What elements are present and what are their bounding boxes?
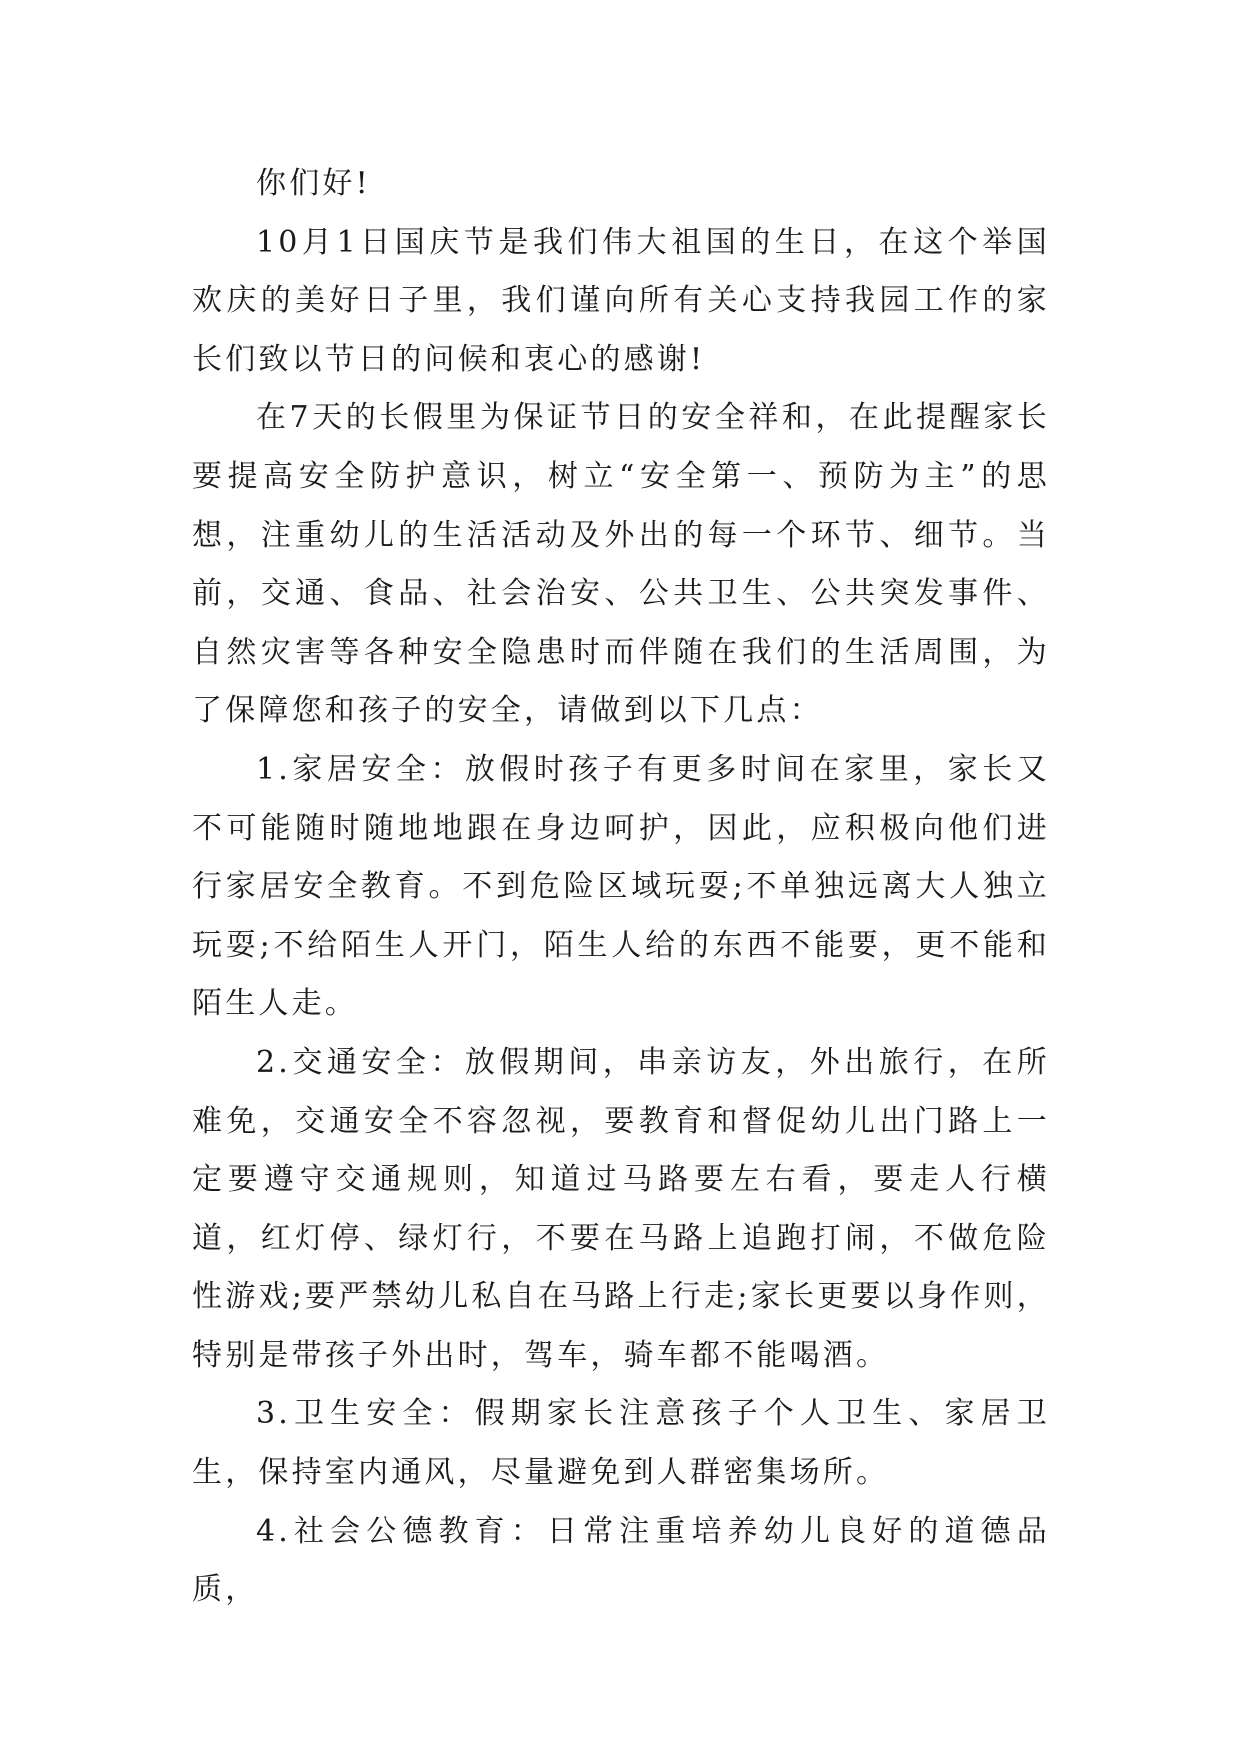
traffic-safety-paragraph: 2.交通安全：放假期间，串亲访友，外出旅行，在所难免，交通安全不容忽视，要教育和督促幼儿出门路上一定要遵守交通规则，知道过马路要左右看，要走人行横道，红灯停、绿灯行，不要在马路上追跑打闹，不做危险性游戏;要严禁幼儿私自在马路上行走;家长更要以身作则，特别是带孩子外出时，驾车，骑车都不能喝酒。 xyxy=(192,1044,1050,1373)
document-body xyxy=(192,155,1050,1620)
home-safety-paragraph: 1.家居安全：放假时孩子有更多时间在家里，家长又不可能随时随地地跟在身边呵护，因此，应积极向他们进行家居安全教育。不到危险区域玩耍;不单独远离大人独立玩耍;不给陌生人开门，陌生人给的东西不能要，更不能和陌生人走。 xyxy=(192,751,1050,1022)
greeting-paragraph: 你们好! xyxy=(256,166,371,201)
public-morality-paragraph: 4.社会公德教育：日常注重培养幼儿良好的道德品质， xyxy=(192,1513,1050,1608)
safety-reminder-paragraph: 在7天的长假里为保证节日的安全祥和，在此提醒家长要提高安全防护意识，树立“安全第一、预防为主”的思想，注重幼儿的生活活动及外出的每一个环节、细节。当前，交通、食品、社会治安、公共卫生、公共突发事件、自然灾害等各种安全隐患时而伴随在我们的生活周围，为了保障您和孩子的安全，请做到以下几点： xyxy=(192,400,1050,729)
national-day-paragraph: 10月1日国庆节是我们伟大祖国的生日，在这个举国欢庆的美好日子里，我们谨向所有关心支持我园工作的家长们致以节日的问候和衷心的感谢! xyxy=(192,224,1050,377)
hygiene-safety-paragraph: 3.卫生安全：假期家长注意孩子个人卫生、家居卫生，保持室内通风，尽量避免到人群密集场所。 xyxy=(192,1396,1050,1491)
